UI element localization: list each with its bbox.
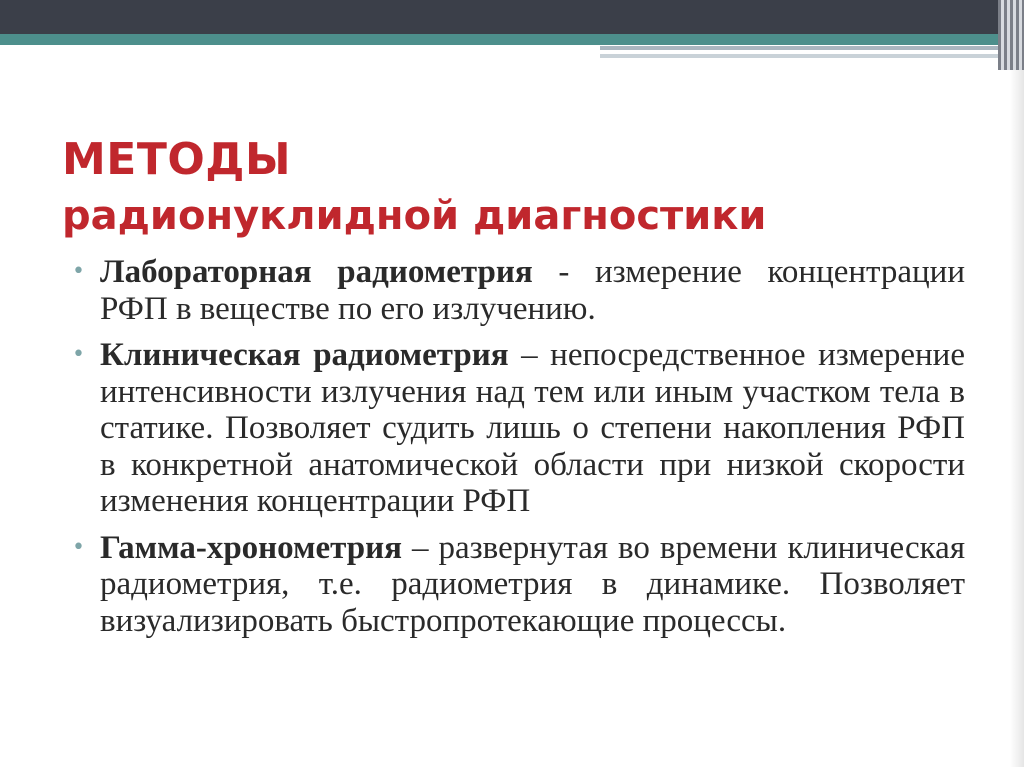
header-band-teal: [0, 34, 1024, 45]
side-shadow: [1010, 70, 1024, 767]
item-term: Клиническая радиометрия: [100, 337, 509, 373]
title-line-2: радионуклидной диагностики: [62, 193, 767, 239]
item-term: Лабораторная радиометрия: [100, 254, 533, 290]
item-term: Гамма-хронометрия: [100, 529, 403, 566]
header-accent-line-secondary: [600, 54, 1010, 58]
item-text: - измерение концентрации РФП в веществе по его излучению.: [100, 254, 965, 327]
header-accent-line: [600, 46, 1010, 50]
bullet-icon: •: [72, 342, 85, 367]
page-curl-decoration: [998, 0, 1024, 70]
title-line-1: МЕТОДЫ: [62, 134, 292, 185]
item-text: – развернутая во времени клиническая радиометрия, т.е. радиометрия в динамике. Позволяет визуализировать быстропротекающие процессы.: [100, 529, 965, 639]
item-text: – непосредственное измерение интенсивности излучения над тем или иным участком тела в статике. Позволяет судить лишь о степени накопления РФП в конкретной анатомической области при низкой скорости изменения концентрации РФП: [100, 337, 965, 519]
bullet-list: [72, 254, 965, 649]
bullet-icon: •: [72, 534, 85, 560]
bullet-icon: •: [72, 259, 85, 284]
list-item: [72, 530, 965, 640]
list-item: [72, 254, 965, 327]
list-item: [72, 337, 965, 520]
slide-title: [62, 132, 766, 241]
header-band-dark: [0, 0, 1024, 34]
